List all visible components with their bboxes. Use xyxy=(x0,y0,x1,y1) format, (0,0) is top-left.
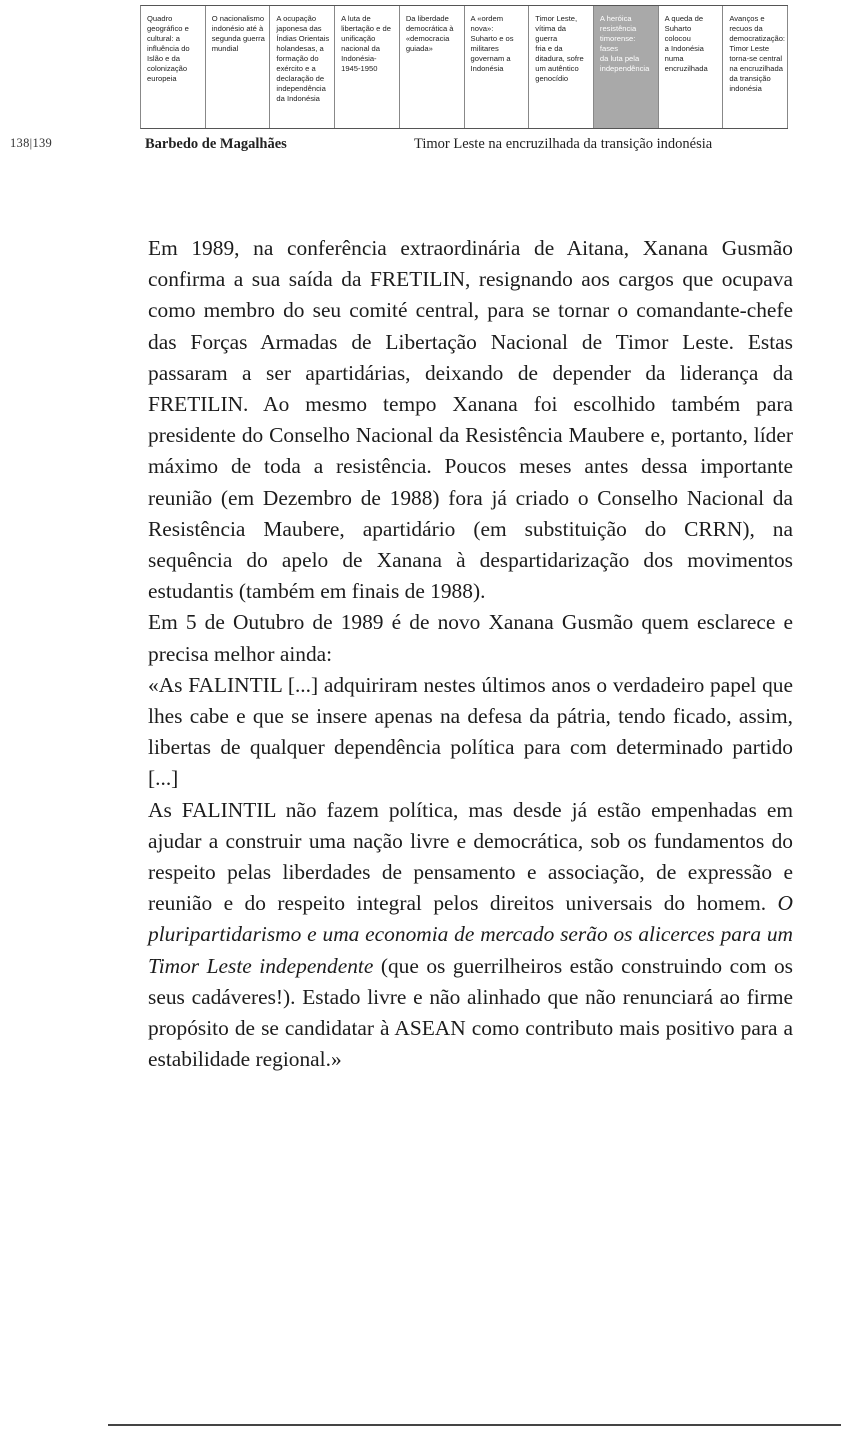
chapter-tab-active: A heróica resistência timorense: fases da luta pela independência xyxy=(594,6,659,128)
body-text xyxy=(148,233,793,1075)
chapter-tab: A luta de libertação e de unificação nacional da Indonésia- 1945-1950 xyxy=(335,6,400,128)
chapter-tab: Quadro geográfico e cultural: a influência do Islão e da colonização europeia xyxy=(141,6,206,128)
quote-text: As FALINTIL não fazem política, mas desde já estão empenhadas em ajudar a construir uma nação livre e democrática, sob os fundamentos do respeito pelas liberdades de pensamento e associação, de expressão e reunião e do respeito integral pelos direitos universais do homem. xyxy=(148,797,793,916)
page-numbers: 138|139 xyxy=(10,136,53,150)
chapter-tab: A ocupação japonesa das Índias Orientais holandesas, a formação do exército e a declaração de independência da Indonésia xyxy=(270,6,335,128)
chapter-tab: Timor Leste, vítima da guerra fria e da ditadura, sofre um autêntico genocídio xyxy=(529,6,594,128)
bottom-rule xyxy=(108,1424,841,1426)
paragraph: Em 1989, na conferência extraordinária de Aitana, Xanana Gusmão confirma a sua saída da FRETILIN, resignando aos cargos que ocupava como membro do seu comité central, para se tornar o comandante-chefe das Forças Armadas de Libertação Nacional de Timor Leste. Estas passaram a ser apartidárias, deixando de depender da liderança da FRETILIN. Ao mesmo tempo Xanana foi escolhido também para presidente do Conselho Nacional da Resistência Maubere e, portanto, líder máximo de toda a resistência. Poucos meses antes dessa importante reunião (em Dezembro de 1988) fora já criado o Conselho Nacional da Resistência Maubere, apartidário (em substituição do CRRN), na sequência do apelo de Xanana à despartidarização dos movimentos estudantis (também em finais de 1988). xyxy=(148,236,793,604)
chapter-tab: A queda de Suharto colocou a Indonésia numa encruzilhada xyxy=(659,6,724,128)
paragraph: Em 5 de Outubro de 1989 é de novo Xanana Gusmão quem esclarece e precisa melhor ainda: xyxy=(148,610,793,666)
chapter-tab: Da liberdade democrática à «democracia guiada» xyxy=(400,6,465,128)
chapter-tab: O nacionalismo indonésio até à segunda guerra mundial xyxy=(206,6,271,128)
header-author: Barbedo de Magalhães xyxy=(145,136,287,152)
chapter-tab-strip xyxy=(140,5,788,129)
quote-text: (que os guerrilheiros estão construindo com os seus cadáveres!). Estado livre e não alinhado que não renunciará ao firme propósito de se candidatar à ASEAN como contributo mais positivo para a estabilidade regional.» xyxy=(148,953,793,1072)
quote-emphasis: O pluripartidarismo e uma economia de mercado serão os alicerces para um Timor Leste independente xyxy=(148,891,793,978)
running-header xyxy=(0,132,841,156)
quote-paragraph xyxy=(148,795,793,1076)
chapter-tab: A «ordem nova»: Suharto e os militares governam a Indonésia xyxy=(465,6,530,128)
quote-paragraph: «As FALINTIL [...] adquiriram nestes últimos anos o verdadeiro papel que lhes cabe e que se insere apenas na defesa da pátria, tendo ficado, assim, libertas de qualquer dependência política para com determinado partido [...] xyxy=(148,672,793,791)
chapter-tab: Avanços e recuos da democratização: Timor Leste torna-se central na encruzilhada da transição indonésia xyxy=(723,6,788,128)
header-book-title: Timor Leste na encruzilhada da transição indonésia xyxy=(414,136,713,152)
